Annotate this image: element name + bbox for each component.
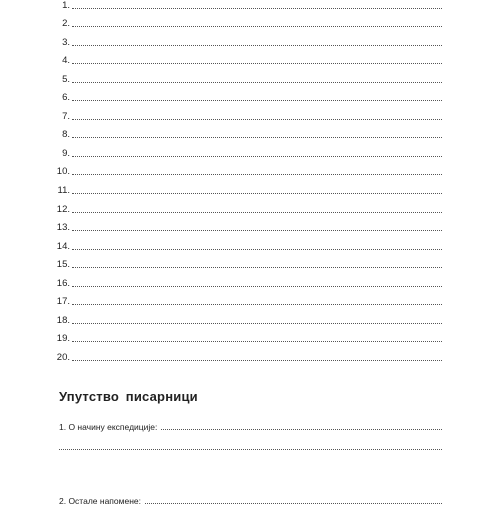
- list-entry-line[interactable]: [72, 323, 442, 324]
- list-row: [0, 0, 500, 13]
- list-row: [0, 328, 500, 347]
- list-entry-line[interactable]: [72, 230, 442, 231]
- list-entry-line[interactable]: [72, 360, 442, 361]
- list-entry-line[interactable]: [72, 26, 442, 27]
- list-entry-line[interactable]: [72, 267, 442, 268]
- other-notes-label: 2. Остале напомене:: [59, 496, 144, 506]
- list-row: [0, 291, 500, 310]
- list-row: [0, 346, 500, 365]
- list-entry-line[interactable]: [72, 193, 442, 194]
- list-entry-line[interactable]: [72, 286, 442, 287]
- list-entry-line[interactable]: [72, 174, 442, 175]
- dispatch-method-continuation-line[interactable]: [59, 449, 442, 450]
- list-number: 2.: [62, 18, 70, 30]
- list-entry-line[interactable]: [72, 137, 442, 138]
- list-number: 16.: [56, 277, 70, 289]
- list-number: 4.: [62, 55, 70, 67]
- list-number: 1.: [62, 0, 70, 11]
- list-row: [0, 50, 500, 69]
- list-number: 13.: [56, 222, 70, 234]
- list-row: [0, 309, 500, 328]
- list-row: [0, 105, 500, 124]
- list-number: 17.: [56, 296, 70, 308]
- list-row: [0, 68, 500, 87]
- list-number: 3.: [62, 36, 70, 48]
- list-row: [0, 87, 500, 106]
- dispatch-method-label: 1. О начину експедиције:: [59, 422, 160, 432]
- list-row: [0, 13, 500, 32]
- list-entry-line[interactable]: [72, 45, 442, 46]
- list-number: 18.: [56, 314, 70, 326]
- list-number: 12.: [56, 203, 70, 215]
- list-number: 6.: [62, 92, 70, 104]
- list-number: 9.: [62, 147, 70, 159]
- list-entry-line[interactable]: [72, 212, 442, 213]
- list-entry-line[interactable]: [72, 63, 442, 64]
- list-row: [0, 161, 500, 180]
- list-number: 14.: [56, 240, 70, 252]
- list-entry-line[interactable]: [72, 304, 442, 305]
- list-row: [0, 198, 500, 217]
- list-number: 10.: [56, 166, 70, 178]
- list-row: [0, 217, 500, 236]
- list-number: 7.: [62, 110, 70, 122]
- list-entry-line[interactable]: [72, 8, 442, 9]
- list-row: [0, 235, 500, 254]
- list-entry-line[interactable]: [72, 156, 442, 157]
- list-entry-line[interactable]: [72, 341, 442, 342]
- list-entry-line[interactable]: [72, 82, 442, 83]
- list-row: [0, 272, 500, 291]
- dispatch-method-row: [59, 420, 442, 432]
- list-number: 8.: [62, 129, 70, 141]
- instructions-title: Упутство писарници: [59, 389, 198, 404]
- list-row: [0, 124, 500, 143]
- list-number: 15.: [56, 259, 70, 271]
- list-entry-line[interactable]: [72, 249, 442, 250]
- list-number: 11.: [57, 185, 70, 197]
- list-entry-line[interactable]: [72, 119, 442, 120]
- list-row: [0, 254, 500, 273]
- list-entry-line[interactable]: [72, 100, 442, 101]
- other-notes-row: [59, 494, 442, 506]
- dispatch-method-continuation-row: [59, 440, 442, 452]
- list-number: 19.: [56, 333, 70, 345]
- list-number: 20.: [56, 351, 70, 363]
- list-row: [0, 142, 500, 161]
- list-row: [0, 31, 500, 50]
- list-number: 5.: [62, 73, 70, 85]
- list-row: [0, 179, 500, 198]
